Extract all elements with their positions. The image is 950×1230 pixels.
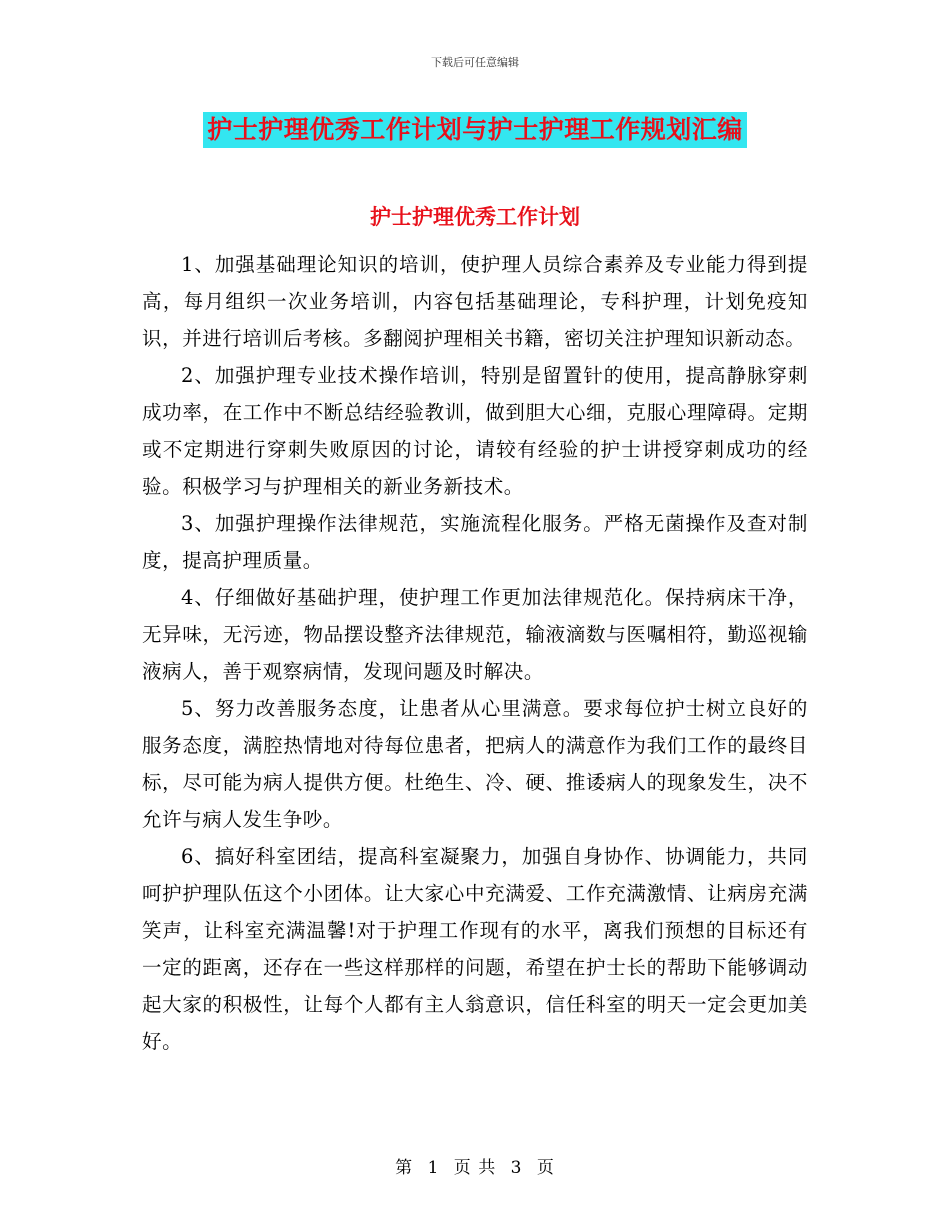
paragraph-2: 2、加强护理专业技术操作培训，特别是留置针的使用，提高静脉穿刺成功率，在工作中不断总结经验教训，做到胆大心细，克服心理障碍。定期或不定期进行穿刺失败原因的讨论，请较有经验的护士讲授穿刺成功的经验。积极学习与护理相关的新业务新技术。 <box>142 364 808 498</box>
section-title: 护士护理优秀工作计划 <box>370 204 580 229</box>
current-page-number: 1 <box>427 1158 440 1178</box>
page-header-note: 下载后可任意编辑 <box>431 56 519 69</box>
total-pages-number: 3 <box>510 1158 523 1178</box>
document-body <box>142 246 808 1060</box>
document-title-container <box>0 112 950 148</box>
paragraph-6: 6、搞好科室团结，提高科室凝聚力，加强自身协作、协调能力，共同呵护护理队伍这个小团体。让大家心中充满爱、工作充满激情、让病房充满笑声，让科室充满温馨!对于护理工作现有的水平，离我们预想的目标还有一定的距离，还存在一些这样那样的问题，希望在护士长的帮助下能够调动起大家的积极性，让每个人都有主人翁意识，信任科室的明天一定会更加美好。 <box>142 845 808 1053</box>
footer-prefix: 第 <box>395 1158 414 1178</box>
paragraph-1: 1、加强基础理论知识的培训，使护理人员综合素养及专业能力得到提高，每月组织一次业务培训，内容包括基础理论，专科护理，计划免疫知识，并进行培训后考核。多翻阅护理相关书籍，密切关注护理知识新动态。 <box>142 253 808 350</box>
footer-suffix: 页 <box>536 1158 555 1178</box>
paragraph-4: 4、仔细做好基础护理，使护理工作更加法律规范化。保持病床干净，无异味，无污迹，物品摆设整齐法律规范，输液滴数与医嘱相符，勤巡视输液病人，善于观察病情，发现问题及时解决。 <box>142 586 808 683</box>
paragraph-5: 5、努力改善服务态度，让患者从心里满意。要求每位护士树立良好的服务态度，满腔热情地对待每位患者，把病人的满意作为我们工作的最终目标，尽可能为病人提供方便。杜绝生、冷、硬、推诿病人的现象发生，决不允许与病人发生争吵。 <box>142 697 808 831</box>
page-footer <box>0 1153 950 1178</box>
document-title: 护士护理优秀工作计划与护士护理工作规划汇编 <box>203 112 747 148</box>
footer-middle: 页 共 <box>453 1158 497 1178</box>
paragraph-3: 3、加强护理操作法律规范，实施流程化服务。严格无菌操作及查对制度，提高护理质量。 <box>142 512 808 572</box>
